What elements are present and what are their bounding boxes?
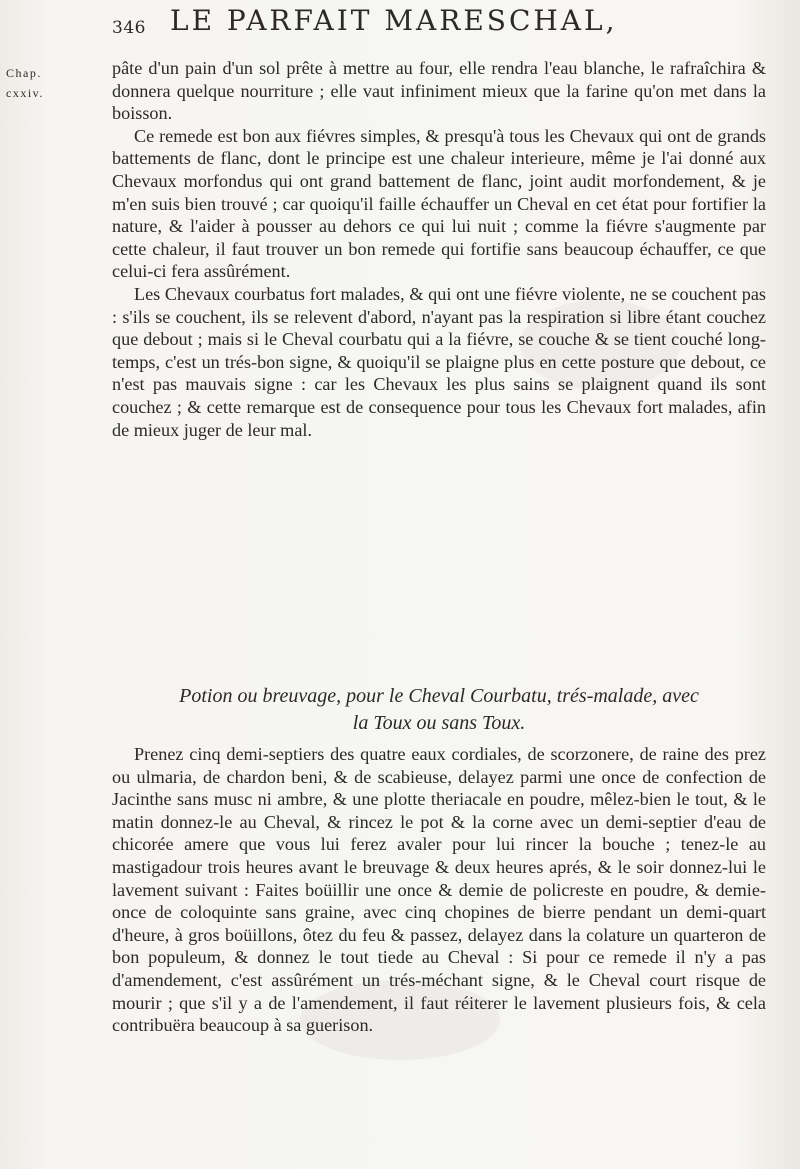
paragraph: Ce remede est bon aux fiévres simples, & presqu'à tous les Chevaux qui ont de grands battements de flanc, dont le principe est une chaleur interieure, même je l'ai donné aux Chevaux morfondus qui ont grand battement de flanc, joint audit morfondement, & je m'en suis bien trouvé ; car quoiqu'il faille échauffer un Cheval en cet état pour fortifier la nature, & l'aider à pousser au dehors ce qui lui nuit ; comme la fiévre s'augmente par cette chaleur, il faut trouver un bon remede qui fortifie sans beaucoup échauffer, ce que celui-ci fera assûrément.	[112, 125, 766, 282]
heading-line: Potion ou breuvage, pour le Cheval Courbatu, trés-malade, avec	[179, 685, 699, 707]
chapter-margin-note	[6, 63, 66, 103]
recipe-text	[112, 743, 766, 1037]
paragraph: Les Chevaux courbatus fort malades, & qui ont une fiévre violente, ne se couchent pas : s'ils se couchent, ils se relevent d'abord, n'ayant pas la respiration si libre étant couchez que debout ; mais si le Cheval courbatu qui a la fiévre, se couche & se tient couché long-temps, c'est un trés-bon signe, & quoiqu'il se plaigne plus en cette posture que debout, ce n'est pas mauvais signe : car les Chevaux les plus sains se plaignent quand ils sont couchez ; & cette remarque est de consequence pour tous les Chevaux fort malades, afin de mieux juger de leur mal.	[112, 283, 766, 440]
paragraph: Prenez cinq demi-septiers des quatre eaux cordiales, de scorzonere, de raine des prez ou ulmaria, de chardon beni, & de scabieuse, delayez parmi une once de confection de Jacinthe sans musc ni ambre, & une plotte theriacale en poudre, mêlez-bien le tout, & le matin donnez-le au Cheval, & rincez le pot & la corne avec un demi-septier d'eau de chicorée amere que vous lui ferez avaler pour lui rincer la bouche ; tenez-le au mastigadour trois heures avant le breuvage & deux heures aprés, & le soir donnez-lui le lavement suivant : Faites boüillir une once & demie de policreste en poudre, & demie-once de coloquinte sans graine, avec cinq chopines de bierre pendant un demi-quart d'heure, à gros boüillons, ôtez du feu & passez, delayez dans la colature un quarteron de bon populeum, & donnez le tout tiede au Cheval : Si pour ce remede il n'y a pas d'amendement, c'est assûrément un trés-méchant signe, & le Cheval court risque de mourir ; que s'il y a de l'amendement, il faut réiterer le lavement plusieurs fois, & cela contribuëra beaucoup à sa guerison.	[112, 744, 766, 1036]
margin-note-line: cxxiv.	[6, 86, 44, 100]
page-header	[112, 4, 752, 44]
section-heading	[112, 683, 766, 737]
page-number: 346	[112, 18, 146, 38]
body-text	[112, 57, 766, 441]
running-title: LE PARFAIT MARESCHAL,	[170, 4, 618, 37]
margin-note-line: Chap.	[6, 66, 42, 80]
paragraph: pâte d'un pain d'un sol prête à mettre au four, elle rendra l'eau blanche, le rafraîchira & donnera quelque nourriture ; elle vaut infiniment mieux que la farine qu'on met dans la boisson.	[112, 58, 766, 124]
heading-line: la Toux ou sans Toux.	[352, 712, 526, 734]
